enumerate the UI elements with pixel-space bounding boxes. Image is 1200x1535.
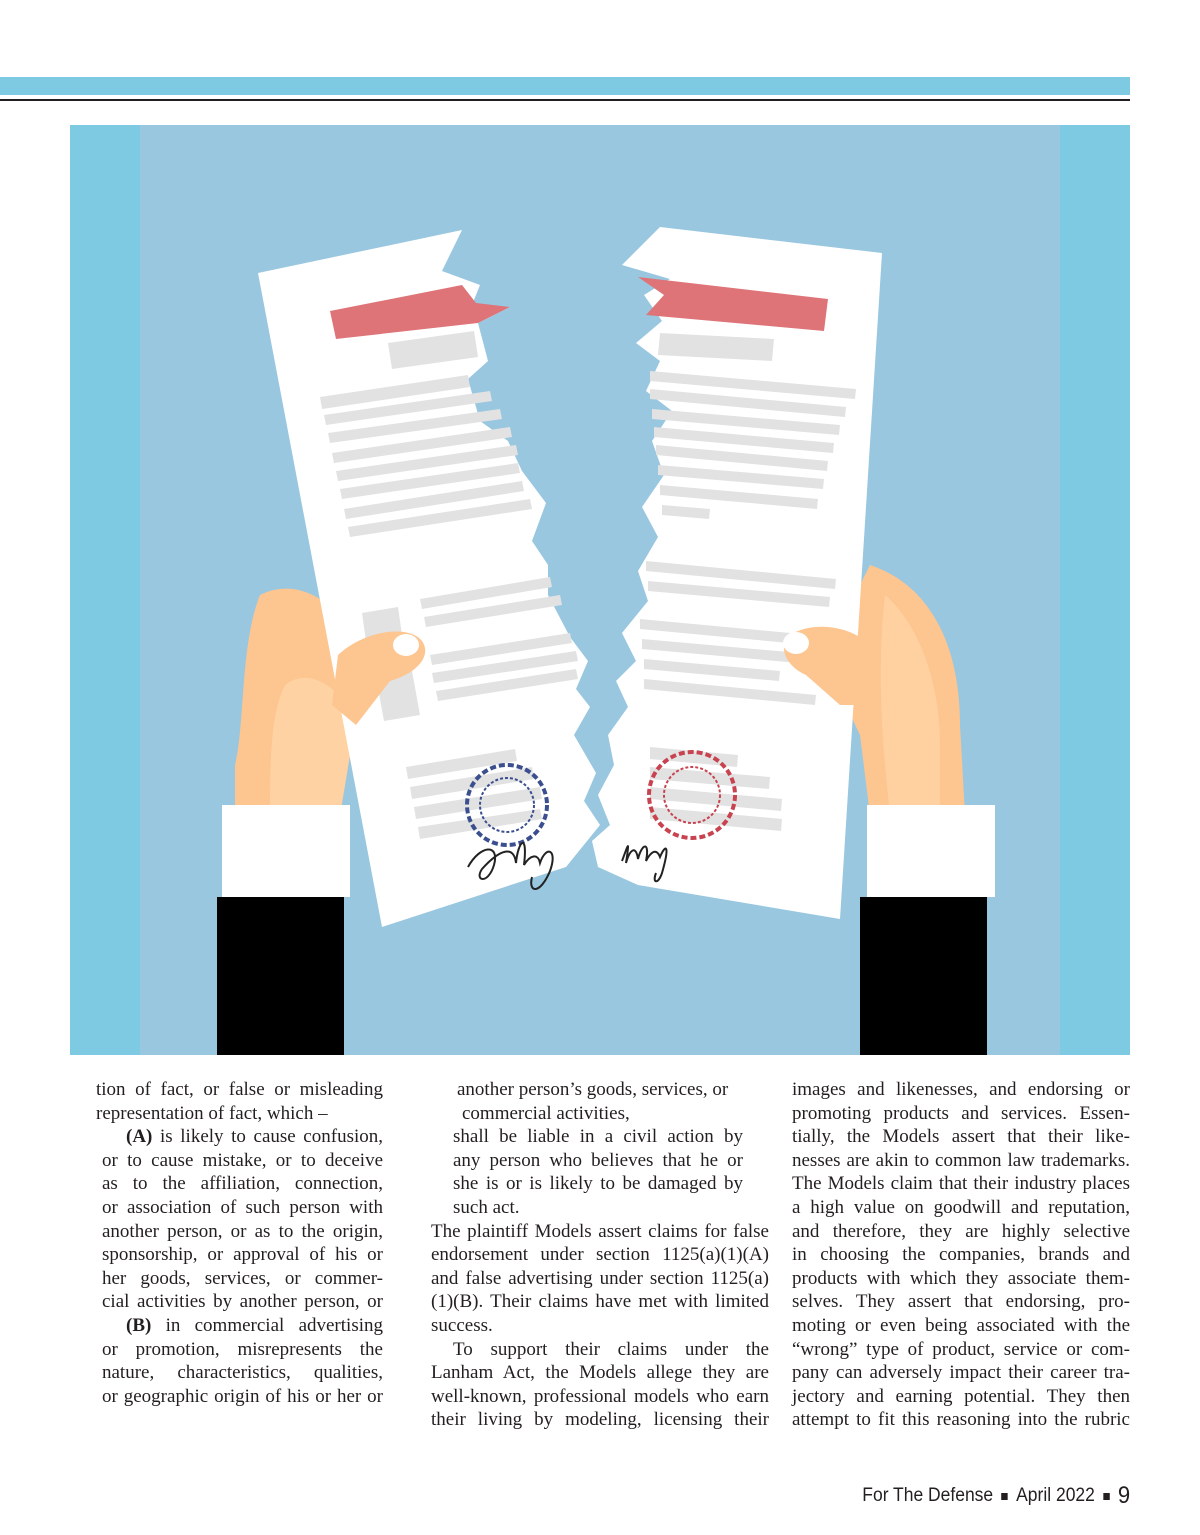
body-line: and false advertising under section 1125(a) — [431, 1267, 769, 1289]
left-thumbnail — [393, 634, 419, 656]
body-line: cial activities by another person, or — [102, 1291, 383, 1313]
body-line: any person who believes that he or — [453, 1149, 743, 1171]
body-line: sponsorship, or approval of his or — [102, 1244, 383, 1266]
illustration-svg — [70, 125, 1130, 1055]
body-line: their living by modeling, licensing their — [431, 1409, 769, 1431]
body-line: jectory and earning potential. They then — [792, 1385, 1130, 1407]
body-line: as to the affiliation, connection, — [102, 1173, 383, 1195]
body-line: well-known, professional models who earn — [431, 1385, 769, 1407]
torn-contract-illustration — [70, 125, 1130, 1055]
body-line: a high value on goodwill and reputation, — [792, 1196, 1130, 1218]
text-column-3 — [792, 1078, 1130, 1432]
body-line: success. — [431, 1314, 493, 1336]
body-line: another person, or as to the origin, — [102, 1220, 383, 1242]
page-number: 9 — [1117, 1482, 1130, 1509]
text-column-1 — [96, 1078, 383, 1408]
body-line: “wrong” type of product, service or com- — [792, 1338, 1130, 1360]
statute-item-b-first — [96, 1314, 383, 1338]
body-line: shall be liable in a civil action by — [453, 1126, 743, 1148]
body-line: promoting products and services. Essen- — [792, 1102, 1130, 1124]
right-cuff — [867, 805, 995, 897]
left-cuff — [222, 805, 350, 897]
body-line: tially, the Models assert that their like- — [792, 1126, 1130, 1148]
body-line: representation of fact, which – — [96, 1102, 328, 1124]
right-sleeve — [860, 897, 987, 1055]
body-line: she is or is likely to be damaged by — [453, 1173, 743, 1195]
item-b-text: in commercial advertising — [151, 1314, 383, 1336]
body-line: Lanham Act, the Models allege they are — [431, 1362, 769, 1384]
body-line: images and likenesses, and endorsing or — [792, 1079, 1130, 1100]
body-line: moting or even being associated with the — [792, 1314, 1130, 1336]
issue-date: April 2022 — [1015, 1485, 1095, 1506]
right-thumbnail — [783, 632, 809, 654]
body-line: such act. — [453, 1196, 520, 1218]
body-line: her goods, services, or commer- — [102, 1267, 383, 1289]
body-line: To support their claims under the — [453, 1338, 769, 1360]
body-line: nesses are akin to common law trademarks. — [792, 1149, 1130, 1171]
body-line: The plaintiff Models assert claims for false — [431, 1220, 769, 1242]
page-footer — [862, 1482, 1130, 1510]
item-a-label: (A) — [126, 1126, 153, 1148]
body-line: another person’s goods, services, or — [457, 1079, 729, 1100]
left-sleeve — [217, 897, 344, 1055]
body-line: (1)(B). Their claims have met with limited — [431, 1291, 769, 1313]
body-line: or association of such person with — [102, 1196, 383, 1218]
body-line: endorsement under section 1125(a)(1)(A) — [431, 1244, 769, 1266]
item-b-label: (B) — [126, 1314, 152, 1336]
body-line: products with which they associate them- — [792, 1267, 1130, 1289]
body-line: tion of fact, or false or misleading — [96, 1079, 383, 1100]
body-line: and therefore, they are highly selective — [792, 1220, 1130, 1242]
body-line: or promotion, misrepresents the — [102, 1338, 383, 1360]
body-line: pany can adversely impact their career tra- — [792, 1362, 1130, 1384]
footer-separator — [1001, 1493, 1007, 1500]
body-line: or geographic origin of his or her or — [102, 1385, 383, 1407]
body-line: commercial activities, — [462, 1102, 630, 1124]
body-line: attempt to fit this reasoning into the rubric — [792, 1409, 1130, 1431]
publication-name: For The Defense — [862, 1485, 993, 1506]
item-a-text: is likely to cause confusion, — [152, 1126, 383, 1148]
body-line: nature, characteristics, qualities, — [102, 1362, 383, 1384]
footer-separator — [1103, 1493, 1109, 1500]
body-line: selves. They assert that endorsing, pro- — [792, 1291, 1130, 1313]
header-accent-band — [0, 77, 1130, 95]
body-line: or to cause mistake, or to deceive — [102, 1149, 383, 1171]
header-rule — [0, 99, 1130, 101]
text-column-2 — [431, 1078, 769, 1432]
body-line: The Models claim that their industry places — [792, 1173, 1130, 1195]
statute-item-a-first — [96, 1125, 383, 1149]
body-line: in choosing the companies, brands and — [792, 1244, 1130, 1266]
